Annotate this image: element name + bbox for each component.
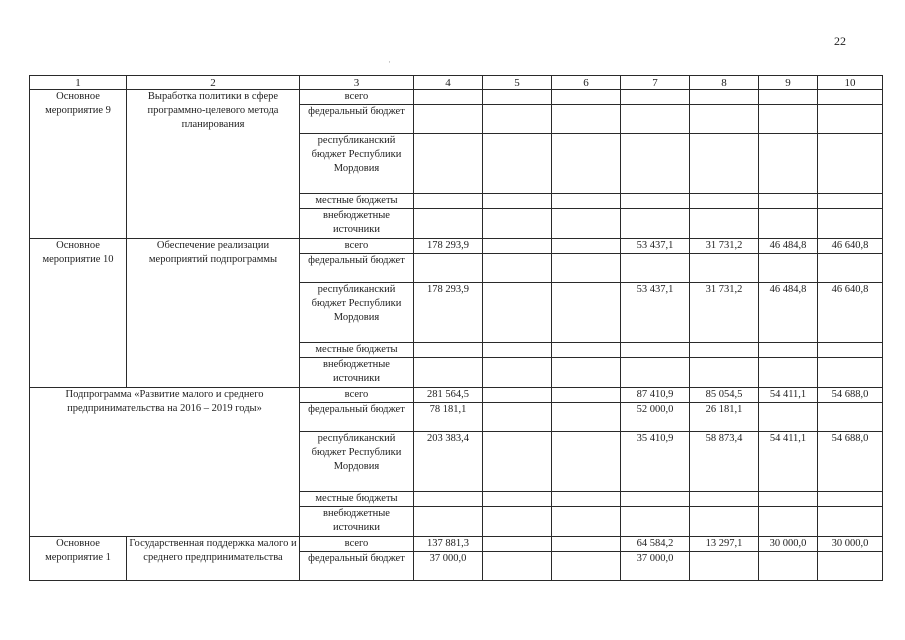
- funding-source-total: всего: [300, 388, 414, 403]
- header-cell-6: 6: [552, 76, 621, 90]
- value-cell: 46 484,8: [759, 239, 818, 254]
- value-cell: [818, 209, 883, 239]
- funding-source-federal: федеральный бюджет: [300, 105, 414, 134]
- value-cell: [414, 90, 483, 105]
- value-cell: 87 410,9: [621, 388, 690, 403]
- value-cell: [483, 209, 552, 239]
- value-cell: 54 688,0: [818, 432, 883, 492]
- header-cell-10: 10: [818, 76, 883, 90]
- value-cell: [483, 492, 552, 507]
- value-cell: [690, 492, 759, 507]
- value-cell: [483, 537, 552, 552]
- table-row: [30, 537, 883, 552]
- value-cell: [414, 209, 483, 239]
- value-cell: [759, 209, 818, 239]
- value-cell: [552, 507, 621, 537]
- value-cell: [818, 194, 883, 209]
- value-cell: [552, 358, 621, 388]
- group-name: Обеспечение реализации мероприятий подпрограммы: [127, 239, 300, 388]
- funding-source-local: местные бюджеты: [300, 194, 414, 209]
- value-cell: [552, 194, 621, 209]
- value-cell: 54 411,1: [759, 432, 818, 492]
- value-cell: [818, 134, 883, 194]
- value-cell: 26 181,1: [690, 403, 759, 432]
- funding-source-federal: федеральный бюджет: [300, 254, 414, 283]
- value-cell: 37 000,0: [621, 552, 690, 581]
- value-cell: 281 564,5: [414, 388, 483, 403]
- funding-source-federal: федеральный бюджет: [300, 552, 414, 581]
- value-cell: 46 640,8: [818, 239, 883, 254]
- value-cell: [483, 134, 552, 194]
- value-cell: [690, 209, 759, 239]
- funding-source-republic: республиканский бюджет Республики Мордовия: [300, 134, 414, 194]
- budget-table: [29, 75, 883, 581]
- value-cell: [483, 507, 552, 537]
- value-cell: [818, 254, 883, 283]
- value-cell: 85 054,5: [690, 388, 759, 403]
- value-cell: [818, 507, 883, 537]
- header-cell-4: 4: [414, 76, 483, 90]
- value-cell: [483, 552, 552, 581]
- value-cell: 64 584,2: [621, 537, 690, 552]
- value-cell: [690, 343, 759, 358]
- value-cell: [552, 90, 621, 105]
- header-cell-9: 9: [759, 76, 818, 90]
- value-cell: [483, 194, 552, 209]
- funding-source-local: местные бюджеты: [300, 492, 414, 507]
- header-cell-2: 2: [127, 76, 300, 90]
- value-cell: [552, 343, 621, 358]
- value-cell: [818, 343, 883, 358]
- value-cell: [552, 239, 621, 254]
- value-cell: 78 181,1: [414, 403, 483, 432]
- header-cell-5: 5: [483, 76, 552, 90]
- value-cell: [552, 537, 621, 552]
- group-label: Основное мероприятие 9: [30, 90, 127, 239]
- value-cell: 137 881,3: [414, 537, 483, 552]
- value-cell: [414, 343, 483, 358]
- funding-source-extrabudget: внебюджетные источники: [300, 358, 414, 388]
- value-cell: [621, 343, 690, 358]
- value-cell: [621, 134, 690, 194]
- value-cell: 54 411,1: [759, 388, 818, 403]
- value-cell: [483, 105, 552, 134]
- value-cell: 54 688,0: [818, 388, 883, 403]
- value-cell: [552, 283, 621, 343]
- value-cell: [414, 134, 483, 194]
- value-cell: [818, 492, 883, 507]
- value-cell: [483, 90, 552, 105]
- value-cell: [414, 105, 483, 134]
- value-cell: [621, 507, 690, 537]
- value-cell: [690, 507, 759, 537]
- header-row: [30, 76, 883, 90]
- funding-source-local: местные бюджеты: [300, 343, 414, 358]
- value-cell: [690, 194, 759, 209]
- value-cell: [552, 552, 621, 581]
- value-cell: [414, 254, 483, 283]
- value-cell: [818, 403, 883, 432]
- table-row: [30, 388, 883, 403]
- value-cell: [690, 134, 759, 194]
- value-cell: [759, 254, 818, 283]
- value-cell: [690, 358, 759, 388]
- funding-source-republic: республиканский бюджет Республики Мордовия: [300, 283, 414, 343]
- value-cell: 31 731,2: [690, 239, 759, 254]
- value-cell: 53 437,1: [621, 239, 690, 254]
- value-cell: [759, 403, 818, 432]
- funding-source-extrabudget: внебюджетные источники: [300, 209, 414, 239]
- value-cell: [483, 283, 552, 343]
- value-cell: [759, 105, 818, 134]
- value-cell: [483, 239, 552, 254]
- value-cell: [483, 432, 552, 492]
- value-cell: [759, 507, 818, 537]
- header-cell-8: 8: [690, 76, 759, 90]
- value-cell: [818, 552, 883, 581]
- funding-source-republic: республиканский бюджет Республики Мордовия: [300, 432, 414, 492]
- funding-source-extrabudget: внебюджетные источники: [300, 507, 414, 537]
- scan-speck: ·: [388, 57, 391, 67]
- value-cell: 58 873,4: [690, 432, 759, 492]
- funding-source-total: всего: [300, 239, 414, 254]
- value-cell: [414, 194, 483, 209]
- funding-source-federal: федеральный бюджет: [300, 403, 414, 432]
- value-cell: [483, 358, 552, 388]
- value-cell: [759, 90, 818, 105]
- value-cell: [552, 134, 621, 194]
- value-cell: [483, 254, 552, 283]
- value-cell: [414, 492, 483, 507]
- value-cell: 178 293,9: [414, 283, 483, 343]
- value-cell: 37 000,0: [414, 552, 483, 581]
- value-cell: 178 293,9: [414, 239, 483, 254]
- value-cell: 203 383,4: [414, 432, 483, 492]
- value-cell: [690, 254, 759, 283]
- value-cell: 30 000,0: [818, 537, 883, 552]
- value-cell: [552, 209, 621, 239]
- value-cell: [690, 90, 759, 105]
- value-cell: [552, 388, 621, 403]
- value-cell: 52 000,0: [621, 403, 690, 432]
- value-cell: [621, 90, 690, 105]
- value-cell: [621, 105, 690, 134]
- value-cell: [759, 492, 818, 507]
- group-name: Государственная поддержка малого и среднего предпринимательства: [127, 537, 300, 581]
- value-cell: [759, 134, 818, 194]
- value-cell: [621, 194, 690, 209]
- value-cell: 35 410,9: [621, 432, 690, 492]
- value-cell: [414, 507, 483, 537]
- value-cell: [621, 358, 690, 388]
- value-cell: [483, 403, 552, 432]
- value-cell: [690, 552, 759, 581]
- value-cell: [621, 254, 690, 283]
- value-cell: [818, 105, 883, 134]
- page-number: 22: [834, 34, 846, 48]
- value-cell: [621, 492, 690, 507]
- funding-source-total: всего: [300, 537, 414, 552]
- header-cell-7: 7: [621, 76, 690, 90]
- value-cell: [552, 492, 621, 507]
- group-label: Основное мероприятие 1: [30, 537, 127, 581]
- value-cell: 53 437,1: [621, 283, 690, 343]
- value-cell: [483, 343, 552, 358]
- value-cell: [759, 343, 818, 358]
- value-cell: 46 640,8: [818, 283, 883, 343]
- header-cell-1: 1: [30, 76, 127, 90]
- value-cell: [552, 432, 621, 492]
- value-cell: 46 484,8: [759, 283, 818, 343]
- value-cell: 13 297,1: [690, 537, 759, 552]
- table-row: [30, 239, 883, 254]
- funding-source-total: всего: [300, 90, 414, 105]
- value-cell: [621, 209, 690, 239]
- value-cell: [483, 388, 552, 403]
- value-cell: [552, 254, 621, 283]
- value-cell: 30 000,0: [759, 537, 818, 552]
- value-cell: [759, 194, 818, 209]
- value-cell: [414, 358, 483, 388]
- group-label: Основное мероприятие 10: [30, 239, 127, 388]
- value-cell: [552, 105, 621, 134]
- value-cell: [818, 90, 883, 105]
- value-cell: [759, 552, 818, 581]
- value-cell: 31 731,2: [690, 283, 759, 343]
- value-cell: [690, 105, 759, 134]
- value-cell: [818, 358, 883, 388]
- value-cell: [552, 403, 621, 432]
- value-cell: [759, 358, 818, 388]
- group-name: Выработка политики в сфере программно-целевого метода планирования: [127, 90, 300, 239]
- table-row: [30, 90, 883, 105]
- header-cell-3: 3: [300, 76, 414, 90]
- subprogram-title: Подпрограмма «Развитие малого и среднего предпринимательства на 2016 – 2019 годы»: [30, 388, 300, 537]
